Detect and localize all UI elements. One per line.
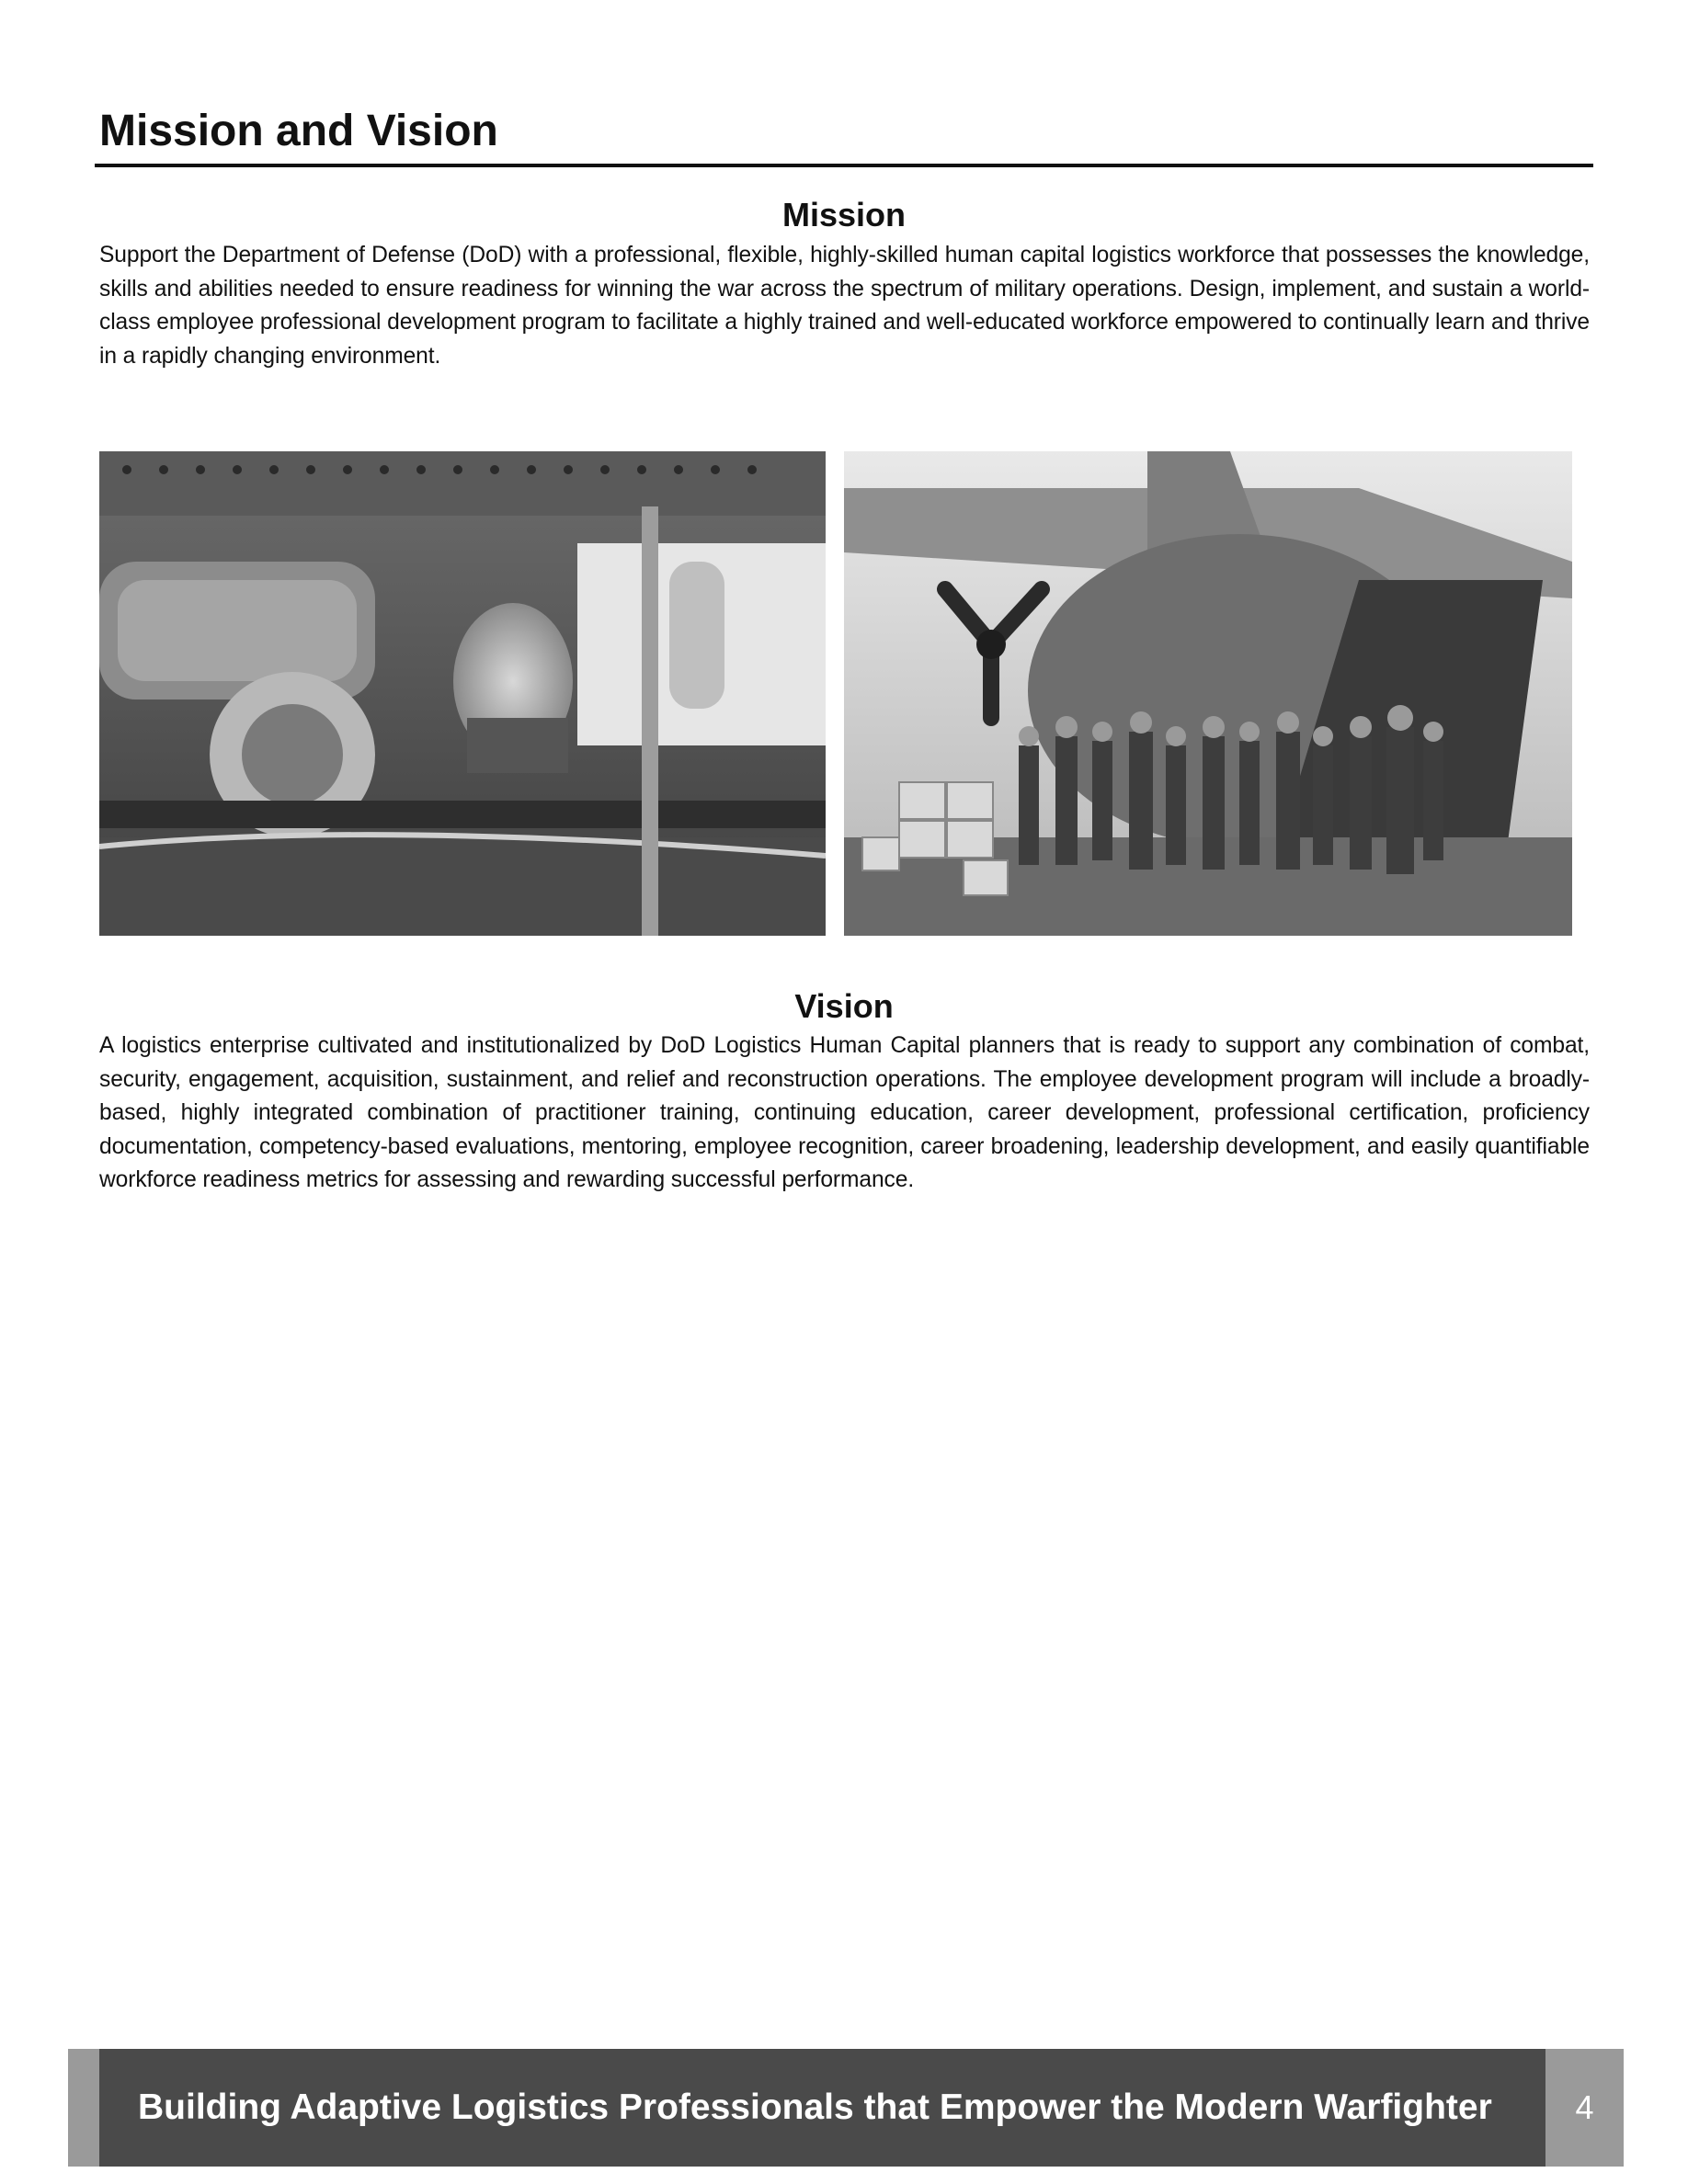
mission-body: Support the Department of Defense (DoD) with a professional, flexible, highly-skilled human capital logistics workforce that possesses the knowledge, skills and abilities needed to ensure readiness for winning the war across the spectrum of military operations. Design, implement, and sustain a world-class employee professional development program to facilitate a highly trained and well-educated workforce empowered to continually learn and thrive in a rapidly changing environment. (99, 243, 1590, 369)
page-number: 4 (1575, 2088, 1594, 2126)
footer-tagline: Building Adaptive Logistics Professionals that Empower the Modern Warfighter (138, 2087, 1492, 2127)
photo-aircraft-cargo-unloading (844, 451, 1572, 936)
page-title: Mission and Vision (99, 107, 498, 155)
title-divider (95, 164, 1593, 167)
mission-heading: Mission (781, 196, 906, 233)
vision-heading: Vision (794, 987, 894, 1025)
vision-body: A logistics enterprise cultivated and institutionalized by DoD Logistics Human Capital planners that is ready to support any combination of combat, security, engagement, acquisition, sustainment, and relief and reconstruction operations. The employee development program will include a broadly-based, highly integrated combination of practitioner training, continuing education, career development, professional certification, proficiency documentation, competency-based evaluations, mentoring, employee recognition, career broadening, leadership development, and easily quantifiable workforce readiness metrics for assessing and rewarding successful performance. (99, 1033, 1590, 1192)
photo-mechanic-aircraft-engine (99, 451, 826, 936)
